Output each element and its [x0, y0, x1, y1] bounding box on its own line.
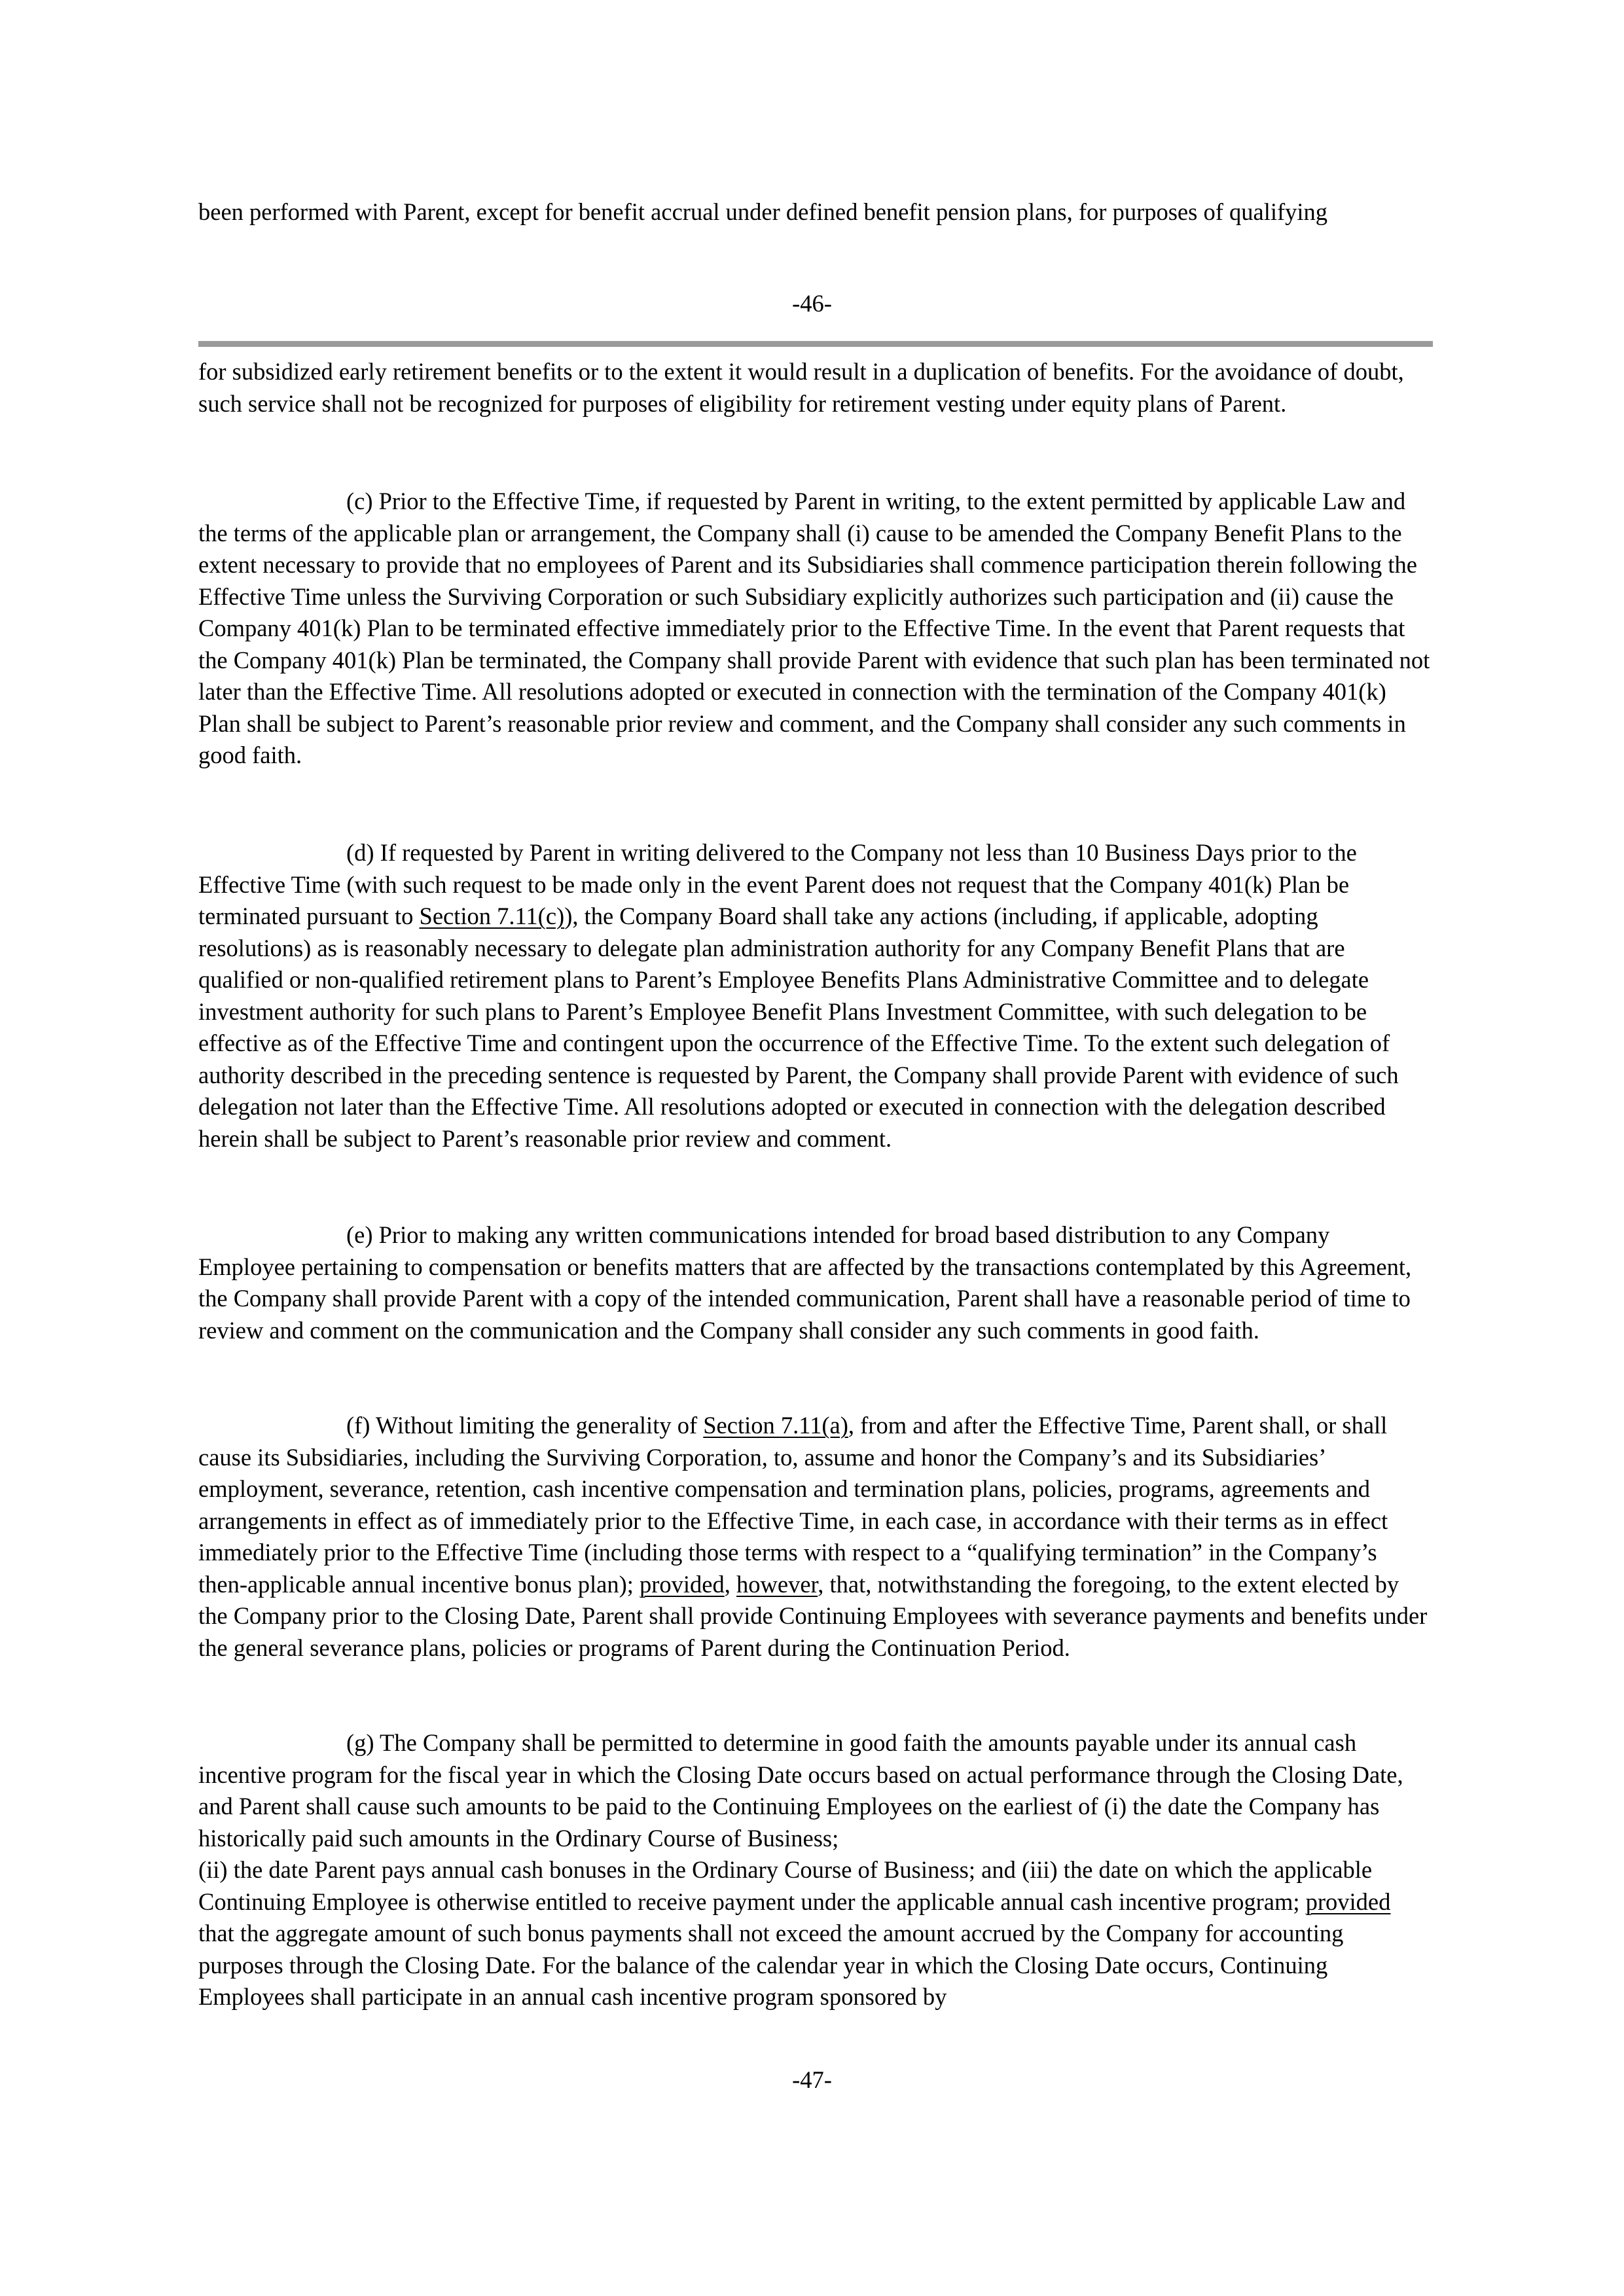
paragraph-g-rest: that the aggregate amount of such bonus payments shall not exceed the amount accrued by the Company for accounting purposes through the Closing Date. For the balance of the calendar year in which the Closing Date occurs, Continuing Employees shall participate in an annual cash incentive program sponsored by [198, 1920, 1344, 2010]
paragraph-g-line2: (ii) the date Parent pays annual cash bonuses in the Ordinary Course of Business; and (iii) the date on which the applicable Continuing Employee is otherwise entitled to receive payment under the applicable annual cash incentive program; [198, 1856, 1373, 1915]
paragraph-f-text: (f) Without limiting the generality of [346, 1412, 704, 1439]
paragraph-e: (e) Prior to making any written communications intended for broad based distribution to any Company Employee pertaining to compensation or benefits matters that are affected by the transactions contemplated by this Agreement, the Company shall provide Parent with a copy of the intended communication, Parent shall have a reasonable period of time to review and comment on the communication and the Company shall consider any such comments in good faith. [198, 1221, 1412, 1344]
however-term: however [736, 1570, 818, 1598]
provided-term-g: provided [1305, 1888, 1391, 1915]
paragraph-f-text-rest: , that, notwithstanding the foregoing, to the extent elected by the Company prior to the Closing Date, Parent shall provide Continuing Employees with severance payments and benefits under the general severance plans, policies or programs of Parent during the Continuation Period. [198, 1570, 1428, 1661]
paragraph-d [198, 837, 1432, 1155]
page-number-47: -47- [792, 2066, 832, 2093]
section-7-11-a-link[interactable]: Section 7.11(a) [703, 1412, 848, 1439]
paragraph-d-text: (d) If requested by Parent in writing delivered to the Company not less than 10 Business Days prior to the Effective Time (with such request to be made only in the event Parent does not request that the Company 401(k) Plan be terminated pursuant to [198, 839, 1357, 929]
section-7-11-c-link[interactable]: Section 7.11(c) [419, 903, 565, 929]
provided-term: provided [640, 1570, 725, 1598]
paragraph-f-text-mid: , from and after the Effective Time, Parent shall, or shall cause its Subsidiaries, including the Surviving Corporation, to, assume and honor the Company’s and its Subsidiaries’ employment, severance, retention, cash incentive compensation and termination plans, policies, programs, agreements and arrangements in effect as of immediately prior to the Effective Time, in each case, in accordance with their terms as in effect immediately prior to the Effective Time (including those terms with respect to a “qualifying termination” in the Company’s then-applicable annual incentive bonus plan); [198, 1412, 1388, 1598]
page-separator [198, 341, 1433, 347]
paragraph-g-line1: (g) The Company shall be permitted to determine in good faith the amounts payable under its annual cash incentive program for the fiscal year in which the Closing Date occurs based on actual performance through the Closing Date, and Parent shall cause such amounts to be paid to the Continuing Employees on the earliest of (i) the date the Company has historically paid such amounts in the Ordinary Course of Business; [198, 1729, 1403, 1852]
page-number-46: -46- [792, 290, 832, 317]
page-46-fragment: been performed with Parent, except for benefit accrual under defined benefit pension plans, for purposes of qualifying [198, 198, 1328, 225]
paragraph-c: (c) Prior to the Effective Time, if requested by Parent in writing, to the extent permitted by applicable Law and the terms of the applicable plan or arrangement, the Company shall (i) cause to be amended the Company Benefit Plans to the extent necessary to provide that no employees of Parent and its Subsidiaries shall commence participation therein following the Effective Time unless the Surviving Corporation or such Subsidiary explicitly authorizes such participation and (ii) cause the Company 401(k) Plan to be terminated effective immediately prior to the Effective Time. In the event that Parent requests that the Company 401(k) Plan be terminated, the Company shall provide Parent with evidence that such plan has been terminated not later than the Effective Time. All resolutions adopted or executed in connection with the termination of the Company 401(k) Plan shall be subject to Parent’s reasonable prior review and comment, and the Company shall consider any such comments in good faith. [198, 488, 1430, 768]
separator: , [724, 1570, 737, 1598]
paragraph-d-text-rest: ), the Company Board shall take any actions (including, if applicable, adopting resolutions) as is reasonably necessary to delegate plan administration authority for any Company Benefit Plans that are qualified or non-qualified retirement plans to Parent’s Employee Benefits Plans Administrative Committee and to delegate investment authority for such plans to Parent’s Employee Benefit Plans Investment Committee, with such delegation to be effective as of the Effective Time and contingent upon the occurrence of the Effective Time. To the extent such delegation of authority described in the preceding sentence is requested by Parent, the Company shall provide Parent with evidence of such delegation not later than the Effective Time. All resolutions adopted or executed in connection with the delegation described herein shall be subject to Parent’s reasonable prior review and comment. [198, 903, 1399, 1152]
paragraph-f [198, 1410, 1432, 1664]
continuation-paragraph: for subsidized early retirement benefits or to the extent it would result in a duplication of benefits. For the avoidance of doubt, such service shall not be recognized for purposes of eligibility for retirement vesting under equity plans of Parent. [198, 358, 1404, 417]
paragraph-g [198, 1727, 1432, 2013]
